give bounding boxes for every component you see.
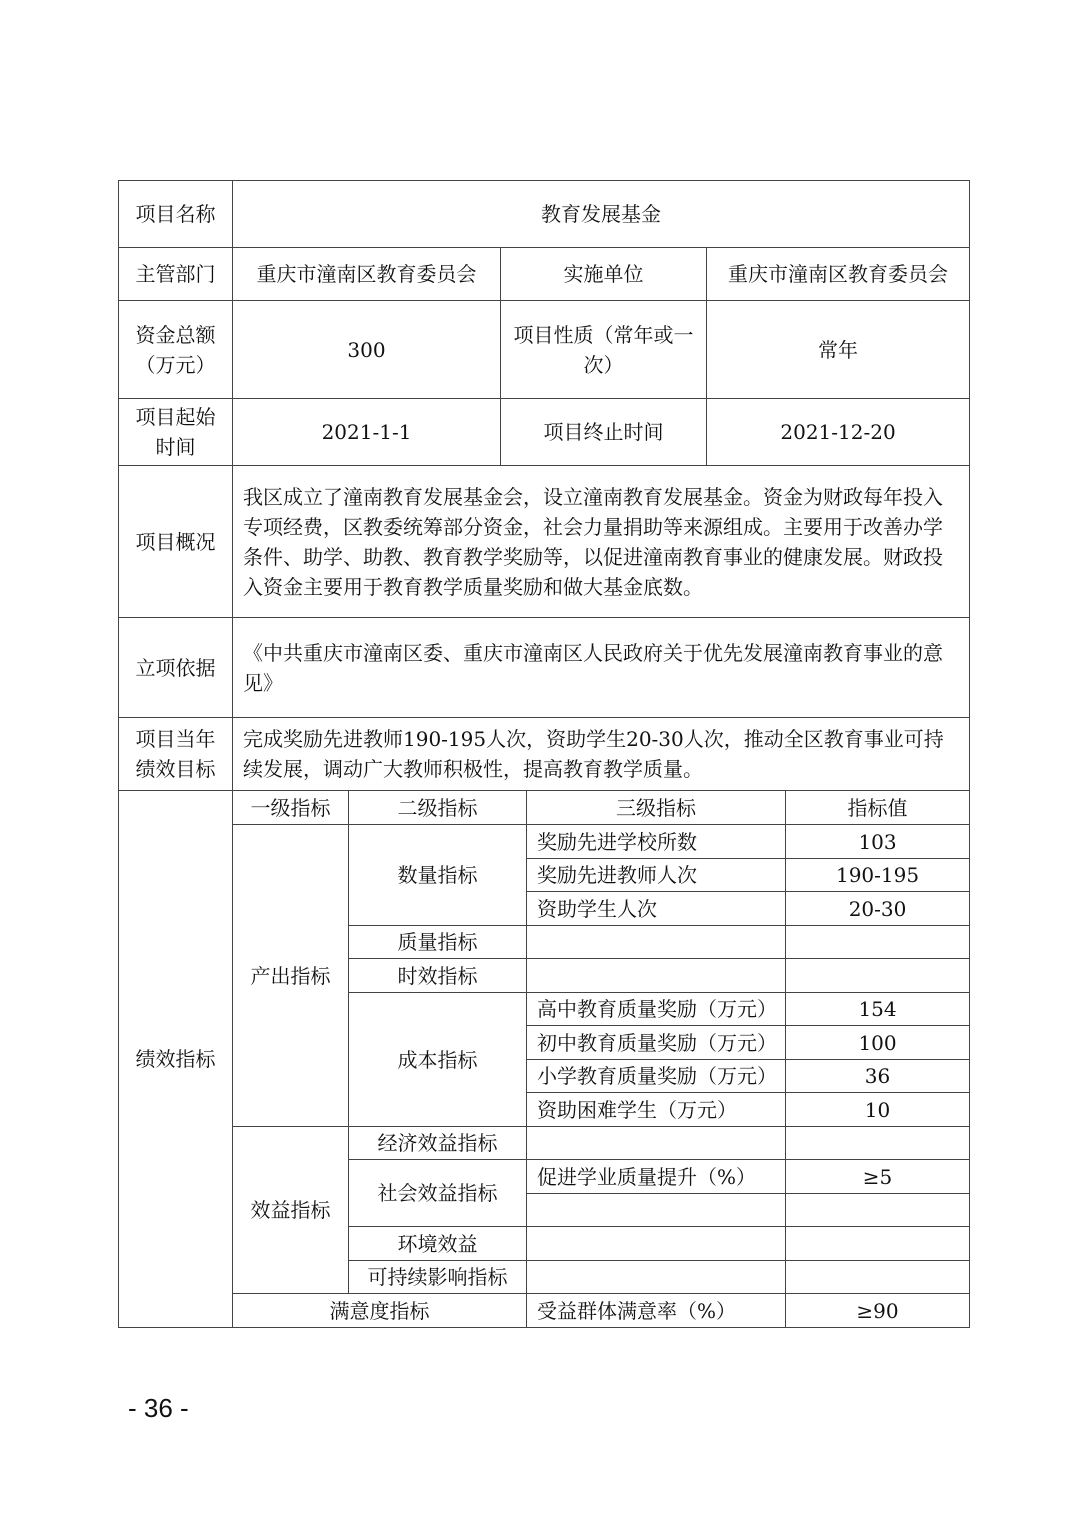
table-row-value: 154 — [786, 993, 970, 1026]
overview-text: 我区成立了潼南教育发展基金会，设立潼南教育发展基金。资金为财政每年投入专项经费，区教委统筹部分资金，社会力量捐助等来源组成。主要用于改善办学条件、助学、助教、教育教学奖励等，以促进潼南教育事业的健康发展。财政投入资金主要用于教育教学质量奖励和做大基金底数。 — [233, 466, 970, 618]
start-label: 项目起始时间 — [119, 399, 233, 466]
table-row-name: 初中教育质量奖励（万元） — [527, 1026, 786, 1060]
sustain-indicator: 可持续影响指标 — [349, 1261, 527, 1294]
impl-label: 实施单位 — [501, 248, 707, 301]
table-row-value: 10 — [786, 1093, 970, 1127]
cost-indicator: 成本指标 — [349, 993, 527, 1127]
quantity-indicator: 数量指标 — [349, 825, 527, 926]
satisfaction-indicator: 满意度指标 — [233, 1294, 527, 1328]
performance-table — [118, 180, 970, 1328]
table-row-value: 190-195 — [786, 859, 970, 892]
nature-value: 常年 — [707, 301, 970, 399]
basis-text: 《中共重庆市潼南区委、重庆市潼南区人民政府关于优先发展潼南教育事业的意见》 — [233, 618, 970, 718]
output-indicator: 产出指标 — [233, 825, 349, 1127]
table-row-value: 36 — [786, 1060, 970, 1093]
table-row-value: ≥5 — [786, 1160, 970, 1194]
table-row-value: 100 — [786, 1026, 970, 1060]
header-level2: 二级指标 — [349, 791, 527, 825]
overview-label: 项目概况 — [119, 466, 233, 618]
empty-cell — [527, 1261, 786, 1294]
nature-label: 项目性质（常年或一次） — [501, 301, 707, 399]
end-value: 2021-12-20 — [707, 399, 970, 466]
quality-indicator: 质量指标 — [349, 926, 527, 959]
satisfaction-name: 受益群体满意率（%） — [527, 1294, 786, 1328]
empty-cell — [786, 1227, 970, 1261]
basis-label: 立项依据 — [119, 618, 233, 718]
empty-cell — [786, 1261, 970, 1294]
table-row-name: 高中教育质量奖励（万元） — [527, 993, 786, 1026]
dept-label: 主管部门 — [119, 248, 233, 301]
table-row-name: 资助困难学生（万元） — [527, 1093, 786, 1127]
target-text: 完成奖励先进教师190-195人次，资助学生20-30人次，推动全区教育事业可持续发展，调动广大教师积极性，提高教育教学质量。 — [233, 718, 970, 791]
timeliness-indicator: 时效指标 — [349, 959, 527, 993]
project-name-label: 项目名称 — [119, 181, 233, 248]
target-label: 项目当年绩效目标 — [119, 718, 233, 791]
header-level3: 三级指标 — [527, 791, 786, 825]
empty-cell — [786, 1127, 970, 1160]
project-name: 教育发展基金 — [233, 181, 970, 248]
impl-value: 重庆市潼南区教育委员会 — [707, 248, 970, 301]
empty-cell — [786, 1194, 970, 1227]
page-number: - 36 - — [128, 1393, 189, 1423]
empty-cell — [527, 1194, 786, 1227]
satisfaction-value: ≥90 — [786, 1294, 970, 1328]
header-level1: 一级指标 — [233, 791, 349, 825]
table-row-value: 20-30 — [786, 892, 970, 926]
empty-cell — [527, 959, 786, 993]
fund-label: 资金总额（万元） — [119, 301, 233, 399]
fund-value: 300 — [233, 301, 501, 399]
dept-value: 重庆市潼南区教育委员会 — [233, 248, 501, 301]
environment-indicator: 环境效益 — [349, 1227, 527, 1261]
empty-cell — [786, 926, 970, 959]
end-label: 项目终止时间 — [501, 399, 707, 466]
table-row-name: 资助学生人次 — [527, 892, 786, 926]
benefit-indicator: 效益指标 — [233, 1127, 349, 1294]
empty-cell — [786, 959, 970, 993]
empty-cell — [527, 1127, 786, 1160]
table-row-name: 小学教育质量奖励（万元） — [527, 1060, 786, 1093]
social-indicator: 社会效益指标 — [349, 1160, 527, 1227]
empty-cell — [527, 1227, 786, 1261]
table-row-name: 奖励先进学校所数 — [527, 825, 786, 859]
empty-cell — [527, 926, 786, 959]
perf-label: 绩效指标 — [119, 791, 233, 1328]
table-row-value: 103 — [786, 825, 970, 859]
header-value: 指标值 — [786, 791, 970, 825]
economic-indicator: 经济效益指标 — [349, 1127, 527, 1160]
start-value: 2021-1-1 — [233, 399, 501, 466]
table-row-name: 奖励先进教师人次 — [527, 859, 786, 892]
table-row-name: 促进学业质量提升（%） — [527, 1160, 786, 1194]
